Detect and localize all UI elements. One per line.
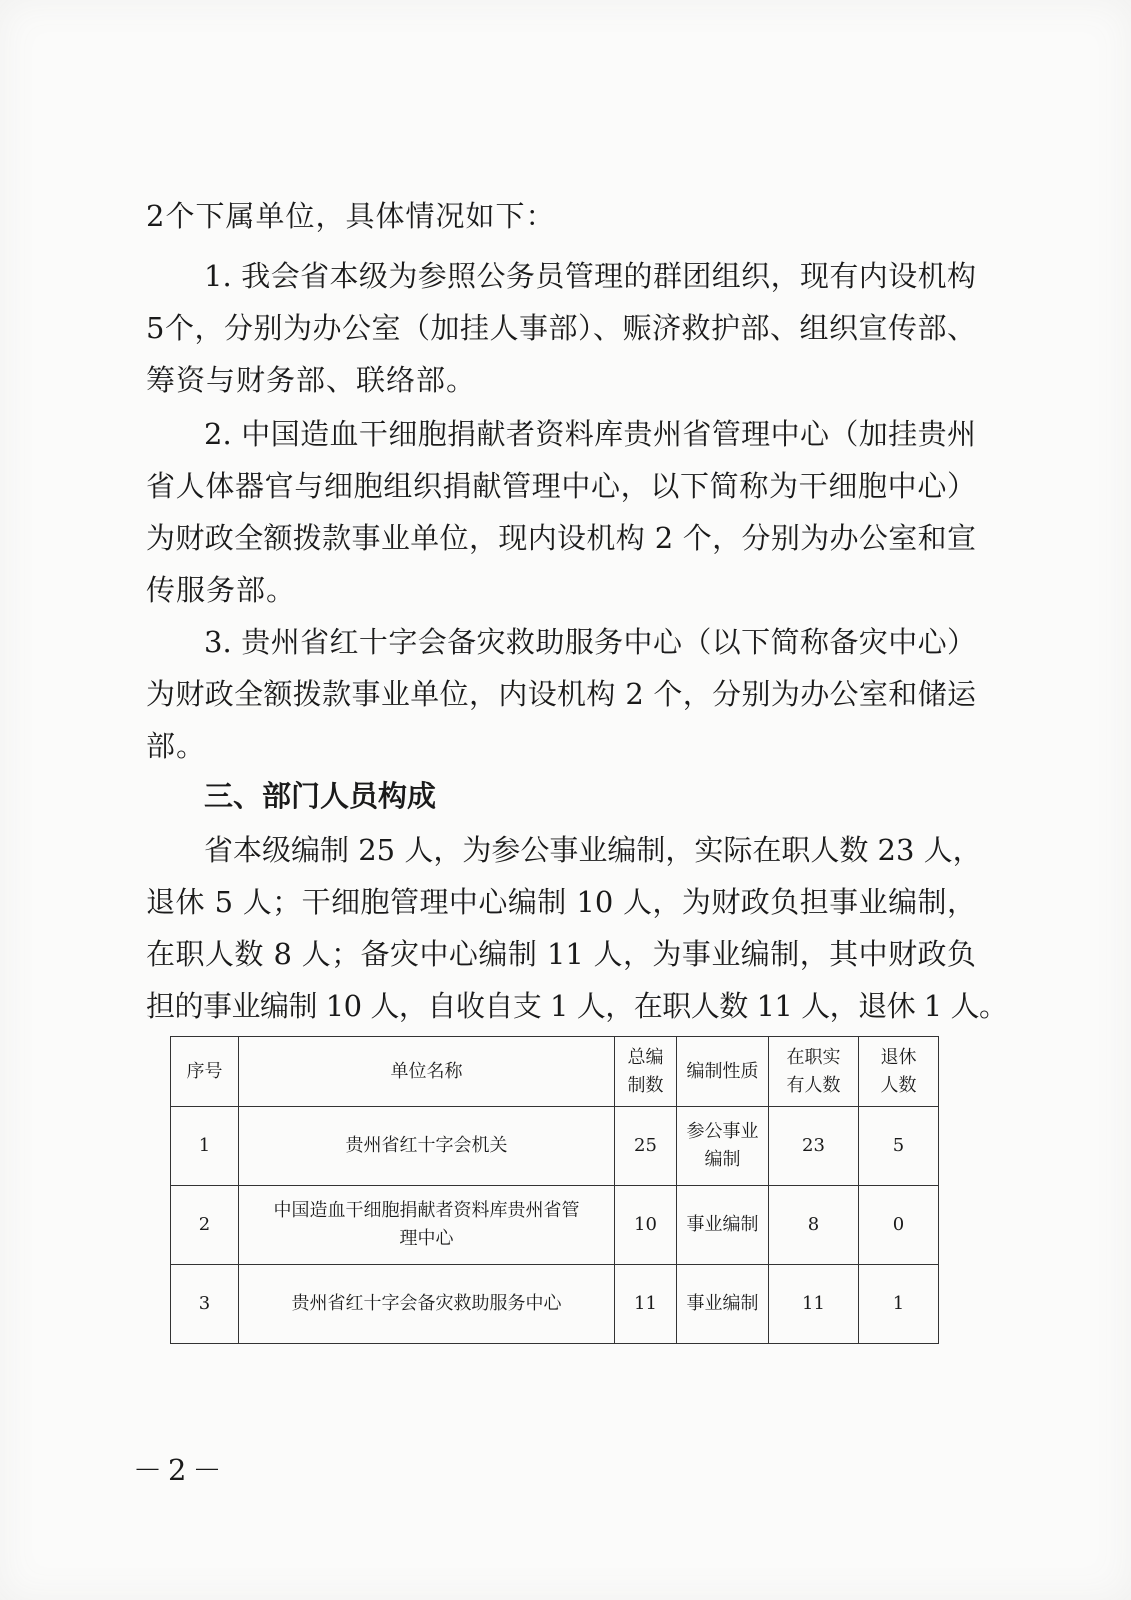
staff-table xyxy=(170,1036,939,1344)
paragraph-line: 部。 xyxy=(146,729,207,763)
cell-nature: 事业编制 xyxy=(677,1265,769,1344)
paragraph-line: 在职人数 8 人；备灾中心编制 11 人，为事业编制，其中财政负 xyxy=(146,937,976,971)
paragraph-line: 为财政全额拨款事业单位，现内设机构 2 个，分别为办公室和宣 xyxy=(146,521,976,555)
paragraph-line: 2. 中国造血干细胞捐献者资料库贵州省管理中心（加挂贵州 xyxy=(204,417,976,451)
section-heading: 三、部门人员构成 xyxy=(204,779,437,813)
table-row xyxy=(171,1107,939,1186)
cell-retired: 0 xyxy=(859,1186,939,1265)
cell-unit-name: 贵州省红十字会机关 xyxy=(239,1107,615,1186)
page-number: －2－ xyxy=(133,1453,228,1487)
cell-total: 10 xyxy=(615,1186,677,1265)
cell-total: 25 xyxy=(615,1107,677,1186)
cell-retired: 1 xyxy=(859,1265,939,1344)
paragraph-line: 为财政全额拨款事业单位，内设机构 2 个，分别为办公室和储运 xyxy=(146,677,976,711)
cell-onjob: 23 xyxy=(769,1107,859,1186)
paragraph-line: 2个下属单位，具体情况如下： xyxy=(146,199,556,233)
cell-seq: 1 xyxy=(171,1107,239,1186)
header-total: 总编 制数 xyxy=(615,1037,677,1107)
paragraph-line: 5个，分别为办公室（加挂人事部）、赈济救护部、组织宣传部、 xyxy=(146,311,976,345)
header-onjob: 在职实 有人数 xyxy=(769,1037,859,1107)
paragraph-line: 担的事业编制 10 人，自收自支 1 人，在职人数 11 人，退休 1 人。 xyxy=(146,989,1008,1023)
table-row xyxy=(171,1186,939,1265)
paragraph-line: 传服务部。 xyxy=(146,573,297,607)
header-unit-name: 单位名称 xyxy=(239,1037,615,1107)
header-nature: 编制性质 xyxy=(677,1037,769,1107)
paragraph-line: 退休 5 人；干细胞管理中心编制 10 人，为财政负担事业编制， xyxy=(146,885,976,919)
paragraph-line: 筹资与财务部、联络部。 xyxy=(146,363,477,397)
paragraph-line: 省本级编制 25 人，为参公事业编制，实际在职人数 23 人， xyxy=(204,833,982,867)
cell-nature: 事业编制 xyxy=(677,1186,769,1265)
paragraph-line: 3. 贵州省红十字会备灾救助服务中心（以下简称备灾中心） xyxy=(204,625,976,659)
table-row xyxy=(171,1265,939,1344)
cell-total: 11 xyxy=(615,1265,677,1344)
paragraph-line: 1. 我会省本级为参照公务员管理的群团组织，现有内设机构 xyxy=(204,259,976,293)
header-retired: 退休 人数 xyxy=(859,1037,939,1107)
cell-onjob: 11 xyxy=(769,1265,859,1344)
cell-seq: 3 xyxy=(171,1265,239,1344)
paragraph-line: 省人体器官与细胞组织捐献管理中心，以下简称为干细胞中心） xyxy=(146,469,976,503)
cell-seq: 2 xyxy=(171,1186,239,1265)
cell-retired: 5 xyxy=(859,1107,939,1186)
cell-unit-name: 贵州省红十字会备灾救助服务中心 xyxy=(239,1265,615,1344)
cell-nature: 参公事业 编制 xyxy=(677,1107,769,1186)
table-header-row xyxy=(171,1037,939,1107)
cell-onjob: 8 xyxy=(769,1186,859,1265)
cell-unit-name: 中国造血干细胞捐献者资料库贵州省管 理中心 xyxy=(239,1186,615,1265)
header-seq: 序号 xyxy=(171,1037,239,1107)
